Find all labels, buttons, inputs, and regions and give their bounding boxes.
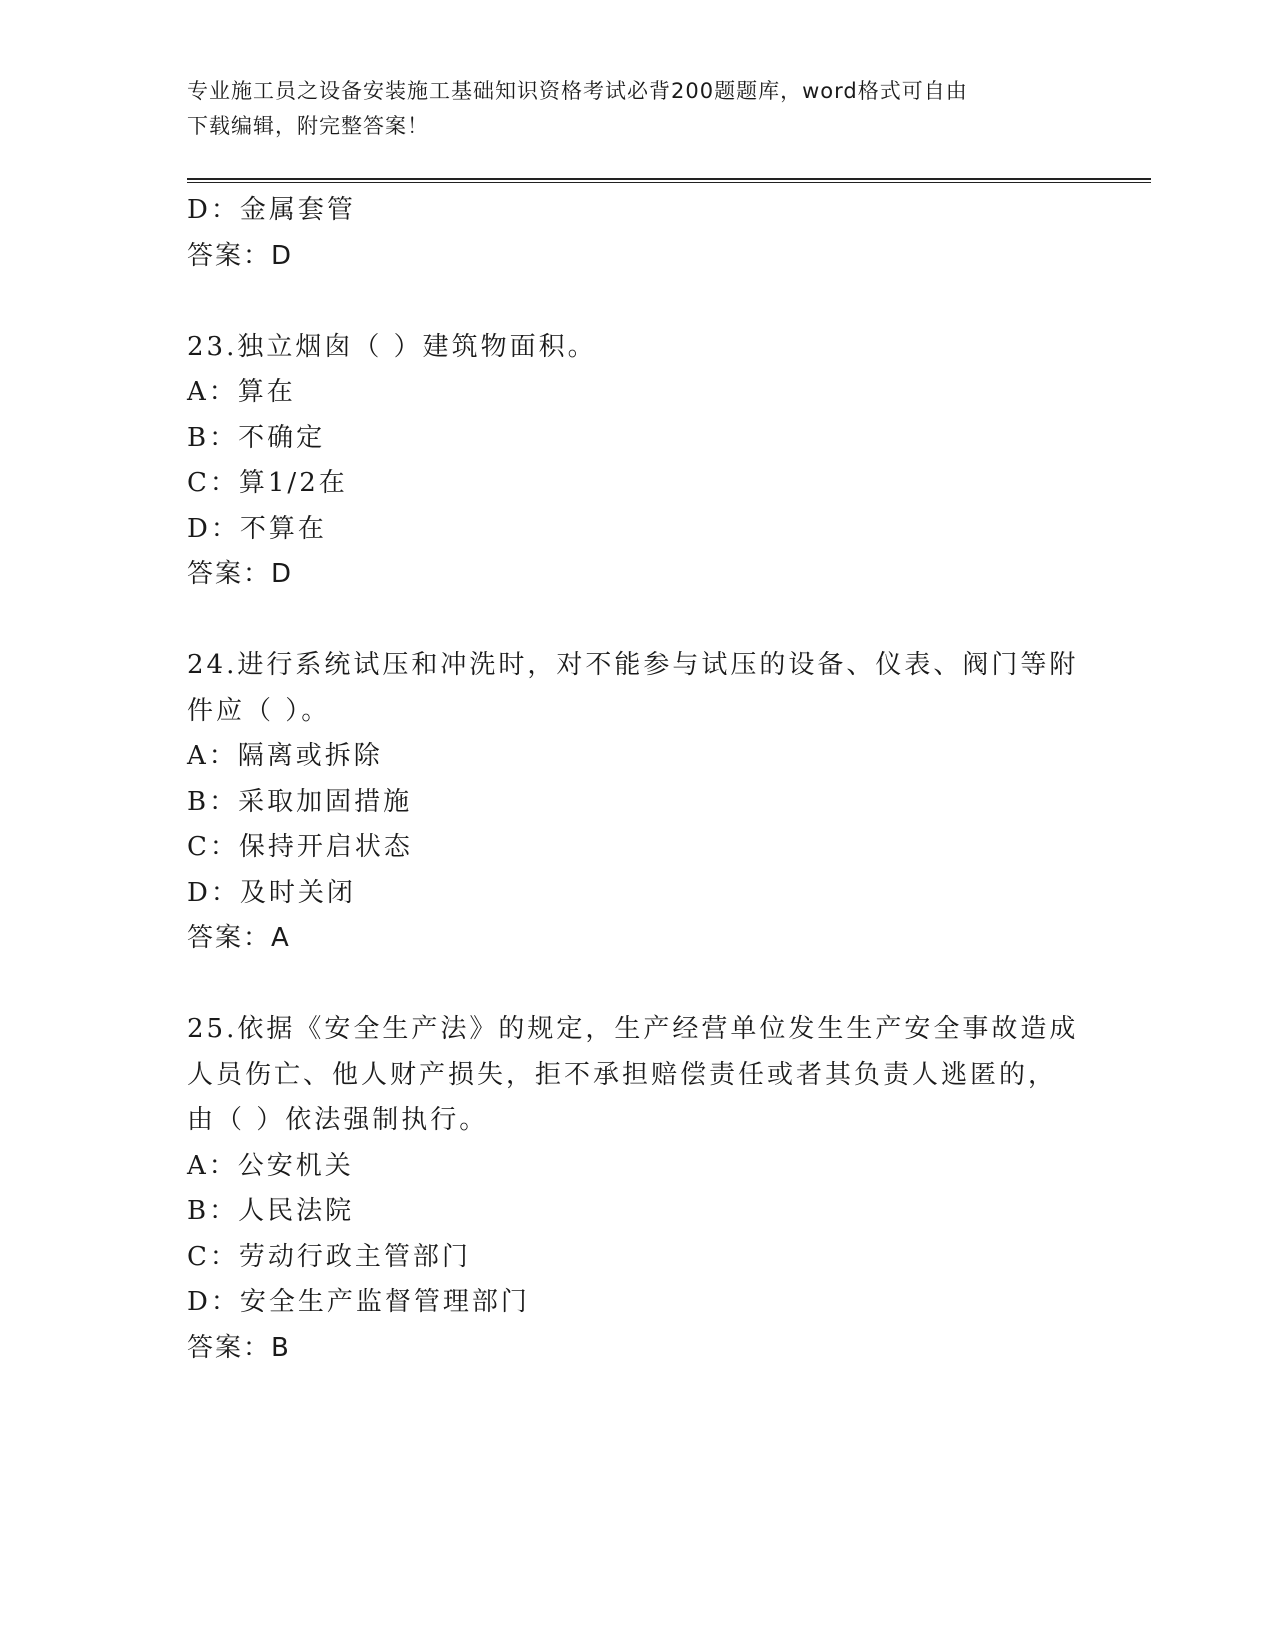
option-d: D：及时关闭 [187,877,356,908]
option-a: A：公安机关 [187,1150,354,1181]
question-25 [187,1007,1087,1371]
question-stem: 人员伤亡、他人财产损失，拒不承担赔偿责任或者其负责人逃匿的， [187,1059,1058,1090]
previous-question-tail [187,188,1087,279]
answer-line: 答案：A [187,923,291,953]
spacer [187,962,1087,1008]
question-stem: 件应（ ）。 [187,695,331,726]
answer-line: 答案：D [187,559,294,589]
question-stem: 25.依据《安全生产法》的规定，生产经营单位发生生产安全事故造成 [187,1014,1079,1044]
question-stem: 23.独立烟囱（ ）建筑物面积。 [187,331,597,362]
header-divider [187,178,1151,183]
answer-line: 答案：D [187,240,294,271]
option-c: C：保持开启状态 [187,832,413,862]
option-b: B：不确定 [187,422,326,453]
question-24 [187,643,1087,962]
option-a: A：算在 [187,377,296,407]
spacer [187,598,1087,644]
option-b: B：采取加固措施 [187,786,413,817]
option-d: D：安全生产监督管理部门 [187,1287,530,1317]
question-stem: 由（ ）依法强制执行。 [187,1105,489,1135]
question-23 [187,325,1087,598]
document-header [187,74,1067,144]
header-line-2: 下载编辑，附完整答案！ [187,114,429,138]
question-content [187,188,1087,1371]
option-d: D：不算在 [187,513,327,544]
option-a: A：隔离或拆除 [187,741,383,771]
spacer [187,279,1087,325]
option-d: D：金属套管 [187,195,356,225]
option-b: B：人民法院 [187,1196,355,1226]
option-c: C：劳动行政主管部门 [187,1241,471,1272]
header-line-1: 专业施工员之设备安装施工基础知识资格考试必背200题题库，word格式可自由 [187,79,968,103]
option-c: C：算1/2在 [187,468,348,498]
answer-line: 答案：B [187,1332,291,1363]
question-stem: 24.进行系统试压和冲洗时，对不能参与试压的设备、仪表、阀门等附 [187,650,1079,680]
